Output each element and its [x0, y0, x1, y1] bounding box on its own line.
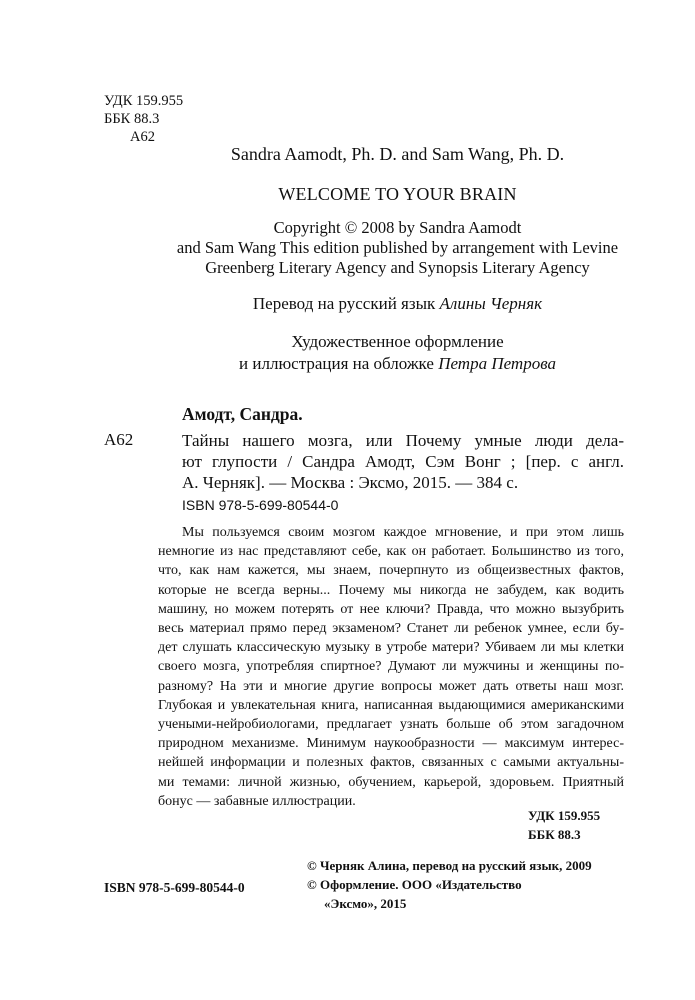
bbk-code: ББК 88.3 — [104, 111, 160, 127]
annotation-line: машину, но можем потерять от нее ключи? Правда, что можно вызубрить — [158, 601, 624, 617]
isbn-footer: ISBN 978-5-699-80544-0 — [104, 880, 245, 895]
original-title: WELCOME TO YOUR BRAIN — [278, 184, 517, 204]
illustrator-name: Петра Петрова — [438, 354, 556, 373]
copyright-credits — [307, 856, 592, 913]
original-authors: Sandra Aamodt, Ph. D. and Sam Wang, Ph. D. — [230, 144, 565, 164]
record-description — [182, 430, 624, 493]
annotation-line: Глубокая и увлекательная книга, написанная выдающимися американскими — [158, 697, 624, 713]
annotation-line: бонус — забавные иллюстрации. — [158, 793, 356, 809]
annotation-line: дет слушать классическую музыку в утробе матери? Убиваем ли мы клетки — [158, 640, 624, 656]
annotation-line: немногие из нас представляют себе, как он работает. Большинство из того, — [158, 544, 624, 560]
annotation — [158, 523, 624, 811]
author-mark: А62 — [130, 129, 155, 145]
copyright-line: and Sam Wang This edition published by arrangement with Levine — [176, 238, 619, 257]
annotation-line: нейшей информации и полезных фактов, связанных с самыми актуальны- — [158, 755, 624, 771]
record-code: А62 — [104, 430, 134, 449]
design-credit — [130, 331, 665, 375]
annotation-line: ми темами: личной жизнью, обучением, карьерой, здоровьем. Приятный — [158, 774, 624, 790]
annotation-line: Мы пользуемся своим мозгом каждое мгновение, и при этом лишь — [182, 525, 624, 540]
annotation-line: разному? На эти и многие другие вопросы может дать ответы наш мозг. — [158, 678, 624, 694]
copyright-line: Copyright © 2008 by Sandra Aamodt — [273, 218, 522, 237]
design-line: Художественное оформление — [291, 332, 504, 351]
design-prefix: и иллюстрация на обложке — [239, 354, 439, 373]
bottom-classification — [528, 806, 600, 844]
top-classification — [104, 92, 183, 146]
credit-line: © Оформление. ООО «Издательство — [307, 877, 522, 892]
bbk-code: ББК 88.3 — [528, 827, 581, 842]
translation-prefix: Перевод на русский язык — [252, 294, 440, 313]
annotation-line: своего мозга, употребляя спиртное? Думают ли мужчины и женщины по- — [158, 659, 624, 675]
credit-line: © Черняк Алина, перевод на русский язык, 2009 — [307, 858, 592, 873]
record-line: ют глупости / Сандра Амодт, Сэм Вонг ; [пер. с англ. — [182, 452, 624, 471]
annotation-line: природном механизме. Минимум наукообразности — максимум интерес- — [158, 736, 624, 752]
copyright-notice — [130, 218, 665, 278]
annotation-line: учеными-нейробиологами, предлагает узнать больше об этом загадочном — [158, 717, 624, 733]
annotation-line: весь материал прямо перед экзаменом? Станет ли ребенок умнее, если бу- — [158, 621, 624, 637]
record-line: Тайны нашего мозга, или Почему умные люди дела- — [182, 431, 624, 450]
udk-code: УДК 159.955 — [104, 93, 184, 109]
record-isbn: ISBN 978-5-699-80544-0 — [182, 497, 339, 513]
copyright-line: Greenberg Literary Agency and Synopsis Literary Agency — [205, 258, 590, 277]
credit-line: «Эксмо», 2015 — [324, 896, 407, 911]
annotation-line: что, как нам кажется, мы знаем, почерпнуто из общеизвестных фактов, — [158, 563, 624, 579]
translation-credit — [130, 294, 665, 314]
translator-name: Алины Черняк — [439, 294, 543, 313]
udk-code: УДК 159.955 — [528, 808, 601, 823]
design-line — [130, 353, 665, 375]
record-author: Амодт, Сандра. — [182, 404, 303, 424]
record-line: А. Черняк]. — Москва : Эксмо, 2015. — 384 с. — [182, 473, 519, 492]
annotation-line: которые не всегда верны... Почему мы никогда не забудем, как водить — [158, 582, 624, 598]
